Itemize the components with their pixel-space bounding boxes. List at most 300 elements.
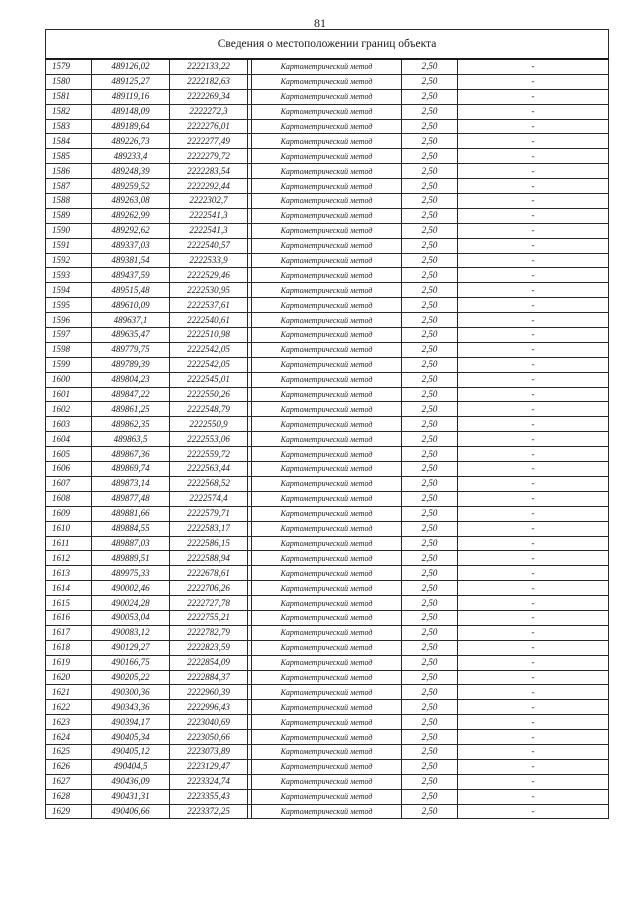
method-cell: Картометрический метод <box>252 759 402 774</box>
table-row <box>46 655 609 670</box>
coord-x-cell: 489887,03 <box>92 536 170 551</box>
method-cell: Картометрический метод <box>252 566 402 581</box>
coord-y-cell: 2222550,9 <box>170 417 248 432</box>
note-cell: - <box>458 700 609 715</box>
coord-x-cell: 489862,35 <box>92 417 170 432</box>
table-row <box>46 208 609 223</box>
note-cell: - <box>458 610 609 625</box>
coord-x-cell: 490166,75 <box>92 655 170 670</box>
point-number-cell: 1586 <box>46 164 92 179</box>
coord-x-cell: 489881,66 <box>92 506 170 521</box>
point-number-cell: 1604 <box>46 432 92 447</box>
point-number-cell: 1587 <box>46 179 92 194</box>
method-cell: Картометрический метод <box>252 253 402 268</box>
note-cell: - <box>458 328 609 343</box>
coord-y-cell: 2222540,61 <box>170 313 248 328</box>
coord-x-cell: 489262,99 <box>92 208 170 223</box>
point-number-cell: 1610 <box>46 521 92 536</box>
coord-x-cell: 489635,47 <box>92 328 170 343</box>
coord-y-cell: 2222277,49 <box>170 134 248 149</box>
table-row <box>46 417 609 432</box>
table-row <box>46 610 609 625</box>
point-number-cell: 1594 <box>46 283 92 298</box>
point-number-cell: 1616 <box>46 610 92 625</box>
note-cell: - <box>458 357 609 372</box>
table-row <box>46 223 609 238</box>
method-cell: Картометрический метод <box>252 119 402 134</box>
coord-x-cell: 489869,74 <box>92 462 170 477</box>
accuracy-cell: 2,50 <box>402 566 458 581</box>
method-cell: Картометрический метод <box>252 625 402 640</box>
point-number-cell: 1600 <box>46 372 92 387</box>
coord-y-cell: 2222541,3 <box>170 208 248 223</box>
coord-y-cell: 2223355,43 <box>170 789 248 804</box>
coord-y-cell: 2222533,9 <box>170 253 248 268</box>
coord-x-cell: 489437,59 <box>92 268 170 283</box>
coord-y-cell: 2222678,61 <box>170 566 248 581</box>
accuracy-cell: 2,50 <box>402 342 458 357</box>
table-title-row <box>46 30 609 60</box>
coord-y-cell: 2222586,15 <box>170 536 248 551</box>
method-cell: Картометрический метод <box>252 342 402 357</box>
method-cell: Картометрический метод <box>252 610 402 625</box>
coord-y-cell: 2223050,66 <box>170 730 248 745</box>
note-cell: - <box>458 432 609 447</box>
note-cell: - <box>458 313 609 328</box>
table-row <box>46 670 609 685</box>
accuracy-cell: 2,50 <box>402 715 458 730</box>
coord-x-cell: 490002,46 <box>92 581 170 596</box>
coord-x-cell: 489789,39 <box>92 357 170 372</box>
note-cell: - <box>458 685 609 700</box>
accuracy-cell: 2,50 <box>402 417 458 432</box>
method-cell: Картометрический метод <box>252 670 402 685</box>
table-row <box>46 402 609 417</box>
method-cell: Картометрический метод <box>252 357 402 372</box>
accuracy-cell: 2,50 <box>402 89 458 104</box>
method-cell: Картометрический метод <box>252 104 402 119</box>
note-cell: - <box>458 149 609 164</box>
table-body <box>46 59 609 819</box>
point-number-cell: 1615 <box>46 596 92 611</box>
accuracy-cell: 2,50 <box>402 328 458 343</box>
method-cell: Картометрический метод <box>252 149 402 164</box>
table-row <box>46 238 609 253</box>
point-number-cell: 1606 <box>46 462 92 477</box>
coord-y-cell: 2222583,17 <box>170 521 248 536</box>
table-row <box>46 283 609 298</box>
accuracy-cell: 2,50 <box>402 119 458 134</box>
coord-y-cell: 2222537,61 <box>170 298 248 313</box>
method-cell: Картометрический метод <box>252 194 402 209</box>
method-cell: Картометрический метод <box>252 298 402 313</box>
point-number-cell: 1584 <box>46 134 92 149</box>
point-number-cell: 1625 <box>46 744 92 759</box>
coord-x-cell: 490405,12 <box>92 744 170 759</box>
point-number-cell: 1599 <box>46 357 92 372</box>
accuracy-cell: 2,50 <box>402 432 458 447</box>
method-cell: Картометрический метод <box>252 506 402 521</box>
accuracy-cell: 2,50 <box>402 387 458 402</box>
coord-x-cell: 489637,1 <box>92 313 170 328</box>
note-cell: - <box>458 596 609 611</box>
method-cell: Картометрический метод <box>252 596 402 611</box>
accuracy-cell: 2,50 <box>402 59 458 74</box>
table-row <box>46 372 609 387</box>
note-cell: - <box>458 476 609 491</box>
coord-y-cell: 2222854,09 <box>170 655 248 670</box>
method-cell: Картометрический метод <box>252 581 402 596</box>
point-number-cell: 1620 <box>46 670 92 685</box>
note-cell: - <box>458 744 609 759</box>
coord-x-cell: 489804,23 <box>92 372 170 387</box>
accuracy-cell: 2,50 <box>402 194 458 209</box>
coord-x-cell: 490406,66 <box>92 804 170 819</box>
note-cell: - <box>458 566 609 581</box>
coord-y-cell: 2222542,05 <box>170 342 248 357</box>
note-cell: - <box>458 268 609 283</box>
coord-y-cell: 2222568,52 <box>170 476 248 491</box>
table-row <box>46 789 609 804</box>
coord-y-cell: 2222540,57 <box>170 238 248 253</box>
note-cell: - <box>458 625 609 640</box>
note-cell: - <box>458 253 609 268</box>
coord-y-cell: 2223073,89 <box>170 744 248 759</box>
coord-x-cell: 489259,52 <box>92 179 170 194</box>
coord-y-cell: 2222996,43 <box>170 700 248 715</box>
point-number-cell: 1597 <box>46 328 92 343</box>
note-cell: - <box>458 194 609 209</box>
table-row <box>46 387 609 402</box>
coord-y-cell: 2222563,44 <box>170 462 248 477</box>
method-cell: Картометрический метод <box>252 179 402 194</box>
coord-y-cell: 2222279,72 <box>170 149 248 164</box>
point-number-cell: 1617 <box>46 625 92 640</box>
coord-y-cell: 2222133,22 <box>170 59 248 74</box>
point-number-cell: 1595 <box>46 298 92 313</box>
point-number-cell: 1580 <box>46 74 92 89</box>
point-number-cell: 1609 <box>46 506 92 521</box>
coord-y-cell: 2222884,37 <box>170 670 248 685</box>
table-row <box>46 462 609 477</box>
coord-x-cell: 489119,16 <box>92 89 170 104</box>
table-row <box>46 566 609 581</box>
coord-y-cell: 2222727,78 <box>170 596 248 611</box>
note-cell: - <box>458 417 609 432</box>
note-cell: - <box>458 342 609 357</box>
table-row <box>46 313 609 328</box>
table-row <box>46 104 609 119</box>
point-number-cell: 1624 <box>46 730 92 745</box>
table-row <box>46 194 609 209</box>
accuracy-cell: 2,50 <box>402 476 458 491</box>
note-cell: - <box>458 759 609 774</box>
table-row <box>46 730 609 745</box>
note-cell: - <box>458 134 609 149</box>
accuracy-cell: 2,50 <box>402 134 458 149</box>
point-number-cell: 1596 <box>46 313 92 328</box>
point-number-cell: 1588 <box>46 194 92 209</box>
point-number-cell: 1590 <box>46 223 92 238</box>
method-cell: Картометрический метод <box>252 551 402 566</box>
point-number-cell: 1619 <box>46 655 92 670</box>
coord-x-cell: 489189,64 <box>92 119 170 134</box>
table-row <box>46 59 609 74</box>
table-row <box>46 447 609 462</box>
point-number-cell: 1607 <box>46 476 92 491</box>
accuracy-cell: 2,50 <box>402 74 458 89</box>
table-row <box>46 759 609 774</box>
note-cell: - <box>458 774 609 789</box>
note-cell: - <box>458 104 609 119</box>
coord-x-cell: 490300,36 <box>92 685 170 700</box>
coord-y-cell: 2222574,4 <box>170 491 248 506</box>
method-cell: Картометрический метод <box>252 655 402 670</box>
coord-x-cell: 489847,22 <box>92 387 170 402</box>
coord-y-cell: 2223324,74 <box>170 774 248 789</box>
point-number-cell: 1598 <box>46 342 92 357</box>
coord-x-cell: 489884,55 <box>92 521 170 536</box>
coord-y-cell: 2223372,25 <box>170 804 248 819</box>
table-row <box>46 744 609 759</box>
table-row <box>46 774 609 789</box>
table-row <box>46 536 609 551</box>
note-cell: - <box>458 447 609 462</box>
accuracy-cell: 2,50 <box>402 164 458 179</box>
accuracy-cell: 2,50 <box>402 283 458 298</box>
accuracy-cell: 2,50 <box>402 313 458 328</box>
coord-x-cell: 489877,48 <box>92 491 170 506</box>
accuracy-cell: 2,50 <box>402 179 458 194</box>
method-cell: Картометрический метод <box>252 402 402 417</box>
coord-x-cell: 489126,02 <box>92 59 170 74</box>
method-cell: Картометрический метод <box>252 462 402 477</box>
coord-y-cell: 2222292,44 <box>170 179 248 194</box>
note-cell: - <box>458 164 609 179</box>
method-cell: Картометрический метод <box>252 715 402 730</box>
method-cell: Картометрический метод <box>252 744 402 759</box>
coord-x-cell: 489226,73 <box>92 134 170 149</box>
note-cell: - <box>458 402 609 417</box>
coord-x-cell: 489515,48 <box>92 283 170 298</box>
coord-y-cell: 2222782,79 <box>170 625 248 640</box>
coord-y-cell: 2222541,3 <box>170 223 248 238</box>
accuracy-cell: 2,50 <box>402 253 458 268</box>
point-number-cell: 1621 <box>46 685 92 700</box>
method-cell: Картометрический метод <box>252 432 402 447</box>
table-row <box>46 357 609 372</box>
point-number-cell: 1613 <box>46 566 92 581</box>
note-cell: - <box>458 551 609 566</box>
accuracy-cell: 2,50 <box>402 268 458 283</box>
point-number-cell: 1623 <box>46 715 92 730</box>
accuracy-cell: 2,50 <box>402 402 458 417</box>
point-number-cell: 1591 <box>46 238 92 253</box>
accuracy-cell: 2,50 <box>402 551 458 566</box>
coord-x-cell: 489867,36 <box>92 447 170 462</box>
coord-y-cell: 2222542,05 <box>170 357 248 372</box>
accuracy-cell: 2,50 <box>402 491 458 506</box>
coord-y-cell: 2222706,26 <box>170 581 248 596</box>
coord-x-cell: 489889,51 <box>92 551 170 566</box>
accuracy-cell: 2,50 <box>402 447 458 462</box>
coord-y-cell: 2222272,3 <box>170 104 248 119</box>
note-cell: - <box>458 372 609 387</box>
point-number-cell: 1628 <box>46 789 92 804</box>
table-row <box>46 506 609 521</box>
coord-y-cell: 2222276,01 <box>170 119 248 134</box>
note-cell: - <box>458 581 609 596</box>
accuracy-cell: 2,50 <box>402 640 458 655</box>
method-cell: Картометрический метод <box>252 164 402 179</box>
table-title: Сведения о местоположении границ объекта <box>46 30 609 60</box>
accuracy-cell: 2,50 <box>402 596 458 611</box>
point-number-cell: 1608 <box>46 491 92 506</box>
note-cell: - <box>458 59 609 74</box>
point-number-cell: 1603 <box>46 417 92 432</box>
coord-y-cell: 2222530,95 <box>170 283 248 298</box>
note-cell: - <box>458 491 609 506</box>
accuracy-cell: 2,50 <box>402 223 458 238</box>
method-cell: Картометрический метод <box>252 774 402 789</box>
point-number-cell: 1581 <box>46 89 92 104</box>
coord-y-cell: 2222529,46 <box>170 268 248 283</box>
table-row <box>46 476 609 491</box>
table-row <box>46 581 609 596</box>
table-row <box>46 74 609 89</box>
accuracy-cell: 2,50 <box>402 298 458 313</box>
method-cell: Картометрический метод <box>252 447 402 462</box>
coord-x-cell: 490129,27 <box>92 640 170 655</box>
note-cell: - <box>458 715 609 730</box>
note-cell: - <box>458 283 609 298</box>
note-cell: - <box>458 179 609 194</box>
table-row <box>46 804 609 819</box>
table-row <box>46 521 609 536</box>
table-row <box>46 625 609 640</box>
table-row <box>46 432 609 447</box>
coord-x-cell: 489873,14 <box>92 476 170 491</box>
method-cell: Картометрический метод <box>252 313 402 328</box>
note-cell: - <box>458 298 609 313</box>
method-cell: Картометрический метод <box>252 789 402 804</box>
table-row <box>46 119 609 134</box>
accuracy-cell: 2,50 <box>402 730 458 745</box>
method-cell: Картометрический метод <box>252 238 402 253</box>
note-cell: - <box>458 74 609 89</box>
method-cell: Картометрический метод <box>252 417 402 432</box>
table-row <box>46 328 609 343</box>
coord-x-cell: 489248,39 <box>92 164 170 179</box>
coord-y-cell: 2223129,47 <box>170 759 248 774</box>
point-number-cell: 1627 <box>46 774 92 789</box>
table-row <box>46 491 609 506</box>
point-number-cell: 1626 <box>46 759 92 774</box>
method-cell: Картометрический метод <box>252 268 402 283</box>
coord-x-cell: 490053,04 <box>92 610 170 625</box>
note-cell: - <box>458 387 609 402</box>
coord-y-cell: 2222510,98 <box>170 328 248 343</box>
method-cell: Картометрический метод <box>252 536 402 551</box>
note-cell: - <box>458 670 609 685</box>
accuracy-cell: 2,50 <box>402 789 458 804</box>
accuracy-cell: 2,50 <box>402 700 458 715</box>
method-cell: Картометрический метод <box>252 491 402 506</box>
method-cell: Картометрический метод <box>252 89 402 104</box>
coord-y-cell: 2222553,06 <box>170 432 248 447</box>
table-row <box>46 164 609 179</box>
coord-x-cell: 489148,09 <box>92 104 170 119</box>
table-row <box>46 640 609 655</box>
coord-x-cell: 490394,17 <box>92 715 170 730</box>
coord-y-cell: 2222182,63 <box>170 74 248 89</box>
table-row <box>46 551 609 566</box>
point-number-cell: 1582 <box>46 104 92 119</box>
note-cell: - <box>458 506 609 521</box>
table-row <box>46 596 609 611</box>
note-cell: - <box>458 208 609 223</box>
page-number: 81 <box>314 16 326 30</box>
accuracy-cell: 2,50 <box>402 610 458 625</box>
accuracy-cell: 2,50 <box>402 744 458 759</box>
coord-y-cell: 2222559,72 <box>170 447 248 462</box>
note-cell: - <box>458 730 609 745</box>
coord-y-cell: 2222579,71 <box>170 506 248 521</box>
point-number-cell: 1618 <box>46 640 92 655</box>
coord-x-cell: 490024,28 <box>92 596 170 611</box>
accuracy-cell: 2,50 <box>402 462 458 477</box>
table-row <box>46 179 609 194</box>
method-cell: Картометрический метод <box>252 283 402 298</box>
accuracy-cell: 2,50 <box>402 581 458 596</box>
note-cell: - <box>458 223 609 238</box>
coord-x-cell: 490083,12 <box>92 625 170 640</box>
accuracy-cell: 2,50 <box>402 685 458 700</box>
method-cell: Картометрический метод <box>252 134 402 149</box>
table-row <box>46 715 609 730</box>
accuracy-cell: 2,50 <box>402 238 458 253</box>
coord-x-cell: 489975,33 <box>92 566 170 581</box>
method-cell: Картометрический метод <box>252 804 402 819</box>
coord-x-cell: 490436,09 <box>92 774 170 789</box>
coord-y-cell: 2222269,34 <box>170 89 248 104</box>
coord-y-cell: 2222545,01 <box>170 372 248 387</box>
coord-x-cell: 489337,03 <box>92 238 170 253</box>
point-number-cell: 1579 <box>46 59 92 74</box>
accuracy-cell: 2,50 <box>402 625 458 640</box>
point-number-cell: 1583 <box>46 119 92 134</box>
coord-x-cell: 490404,5 <box>92 759 170 774</box>
coord-x-cell: 489779,75 <box>92 342 170 357</box>
point-number-cell: 1611 <box>46 536 92 551</box>
table-row <box>46 268 609 283</box>
method-cell: Картометрический метод <box>252 387 402 402</box>
coord-x-cell: 489263,08 <box>92 194 170 209</box>
accuracy-cell: 2,50 <box>402 774 458 789</box>
accuracy-cell: 2,50 <box>402 804 458 819</box>
accuracy-cell: 2,50 <box>402 208 458 223</box>
table-row <box>46 89 609 104</box>
note-cell: - <box>458 655 609 670</box>
coord-y-cell: 2222823,59 <box>170 640 248 655</box>
coord-x-cell: 489863,5 <box>92 432 170 447</box>
table-row <box>46 298 609 313</box>
accuracy-cell: 2,50 <box>402 149 458 164</box>
note-cell: - <box>458 521 609 536</box>
point-number-cell: 1592 <box>46 253 92 268</box>
table-row <box>46 685 609 700</box>
table-row <box>46 253 609 268</box>
